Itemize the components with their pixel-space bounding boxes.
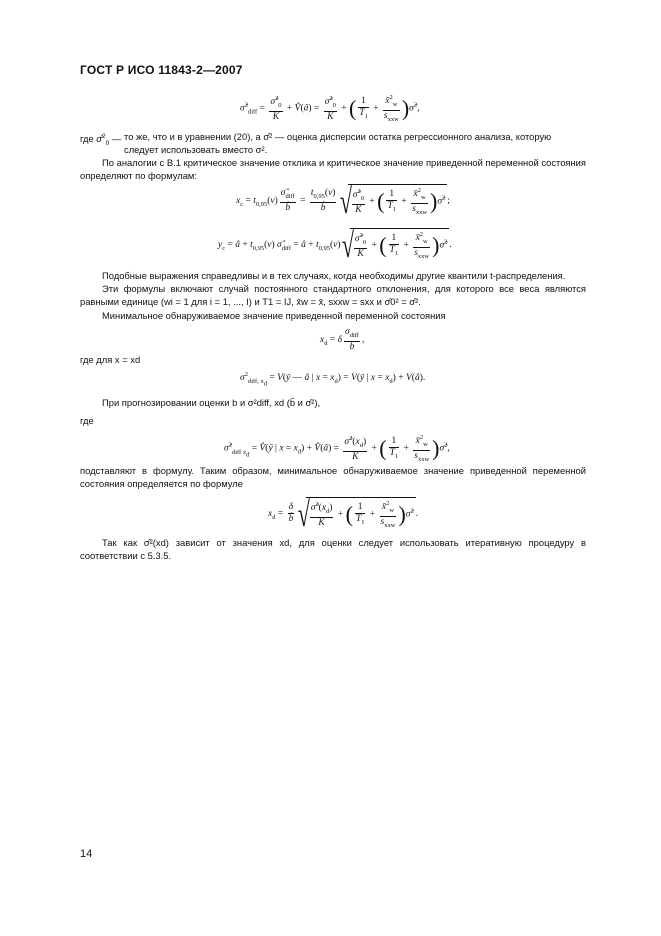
paragraph-substitute: подставляют в формулу. Таким образом, минимальное обнаруживаемое значение приведенной переменной состояния определяется по формуле — [80, 465, 586, 489]
paragraph-constant: Эти формулы включают случай постоянного стандартного отклонения, для которого все веса являются равными единице (wi = 1 для i = 1, ..., I) и T1 = IJ, x̄w = x̄, sxxw = sxx и σ̂0² = σ̂². — [80, 283, 586, 307]
formula-sigma-diff: σ̂$^2_{diff}$ = $\frac{\sigmâ^2_0}{K}$ + V̂(â) = $\frac{\sigmâ^2_0}{K}$ + ( $\frac{1}{T_1}$ + $\frac{x̄^2_w}{s_{xxw}}$ )σ̂$^2$, — [240, 94, 420, 123]
paragraph-min-detectable: Минимальное обнаруживаемое значение приведенной переменной состояния — [102, 310, 446, 321]
paragraph-analogy: По аналогии с В.1 критическое значение отклика и критическое значение приведенной переменной состояния определяют по формулам: — [80, 157, 586, 181]
formula-xd: $x_d = \delta$ $\frac{\sigma_{diff}}{b}$ , — [320, 327, 365, 352]
paragraph-similar: Подобные выражения справедливы и в тех случаях, когда необходимы другие квантили t-распределения. — [102, 270, 566, 281]
page-number: 14 — [80, 848, 93, 860]
formula-text-carrier — [0, 0, 1, 1]
formula-yc: $y_c$ = â + $t_{0,95}(\nu)$ $\sigmâ_{diff}$ = â + $t_{0,95}(\nu)$ √ $\frac{\sigmâ^2_0}{K}$ + ( $\frac{1}{T_1}$ + $\frac{x̄^2_w}{s_{xxw}}$ )σ̂$^2$ . — [218, 228, 452, 262]
document-header: ГОСТ Р ИСО 11843-2—2007 — [80, 63, 243, 77]
f-text-sigma-diff — [0, 0, 1, 1]
formula-sigma-hat-xd: σ̂$^2_{diff x_d}$ = V̂(ȳ | $x = x_d$) + V̂(â) = $\frac{\sigmâ^2(x_d)}{K}$ + ( $\frac{1}{T_1}$ + $\frac{x̄^2_w}{s_{xxw}}$ )σ̂$^2$, — [224, 434, 450, 463]
paragraph-predict: При прогнозировании оценки b и σ²diff, xd (b̂ и σ̂²), — [102, 397, 321, 408]
where-sigma0-text: где σ̂$^2_0$ — то же, что и в уравнении (20), а σ̂² — оценка дисперсии остатка регрессионного анализа, которую следует использовать вместо σ². — [80, 131, 552, 155]
paragraph-since: Так как σ̂²(xd) зависит от значения xd, для оценки следует использовать итеративную процедуру в соответствии с 5.3.5. — [80, 537, 586, 561]
where-x-text: где для x = xd — [80, 354, 141, 365]
where-text: где — [80, 415, 94, 426]
formula-sigma-diff-xd: $\sigma^2_{diff, x_d}$ = V(ȳ — â | $x = x_d$) = V(ȳ | $x = x_d$) + V(â). — [240, 371, 426, 388]
formula-xc: $x_c = t_{0,95}(\nu)$ $\frac{\sigmâ_{diff}}{b̂}$ = $\frac{t_{0,95}(\nu)}{b̂}$ √ $\frac{\sigmâ^2_0}{K}$ + ( $\frac{1}{T_1}$ + $\frac{x̄^2_w}{s_{xxw}}$ )σ̂$^2$ ; — [236, 184, 450, 218]
formula-xd-final: $x_d$ = $\frac{\delta}{b̂}$ √ $\frac{\sigmâ^2(x_d)}{K}$ + ( $\frac{1}{T_1}$ + $\frac{x̄^2_w}{s_{xxw}}$ )σ̂$^2$ . — [268, 497, 418, 531]
